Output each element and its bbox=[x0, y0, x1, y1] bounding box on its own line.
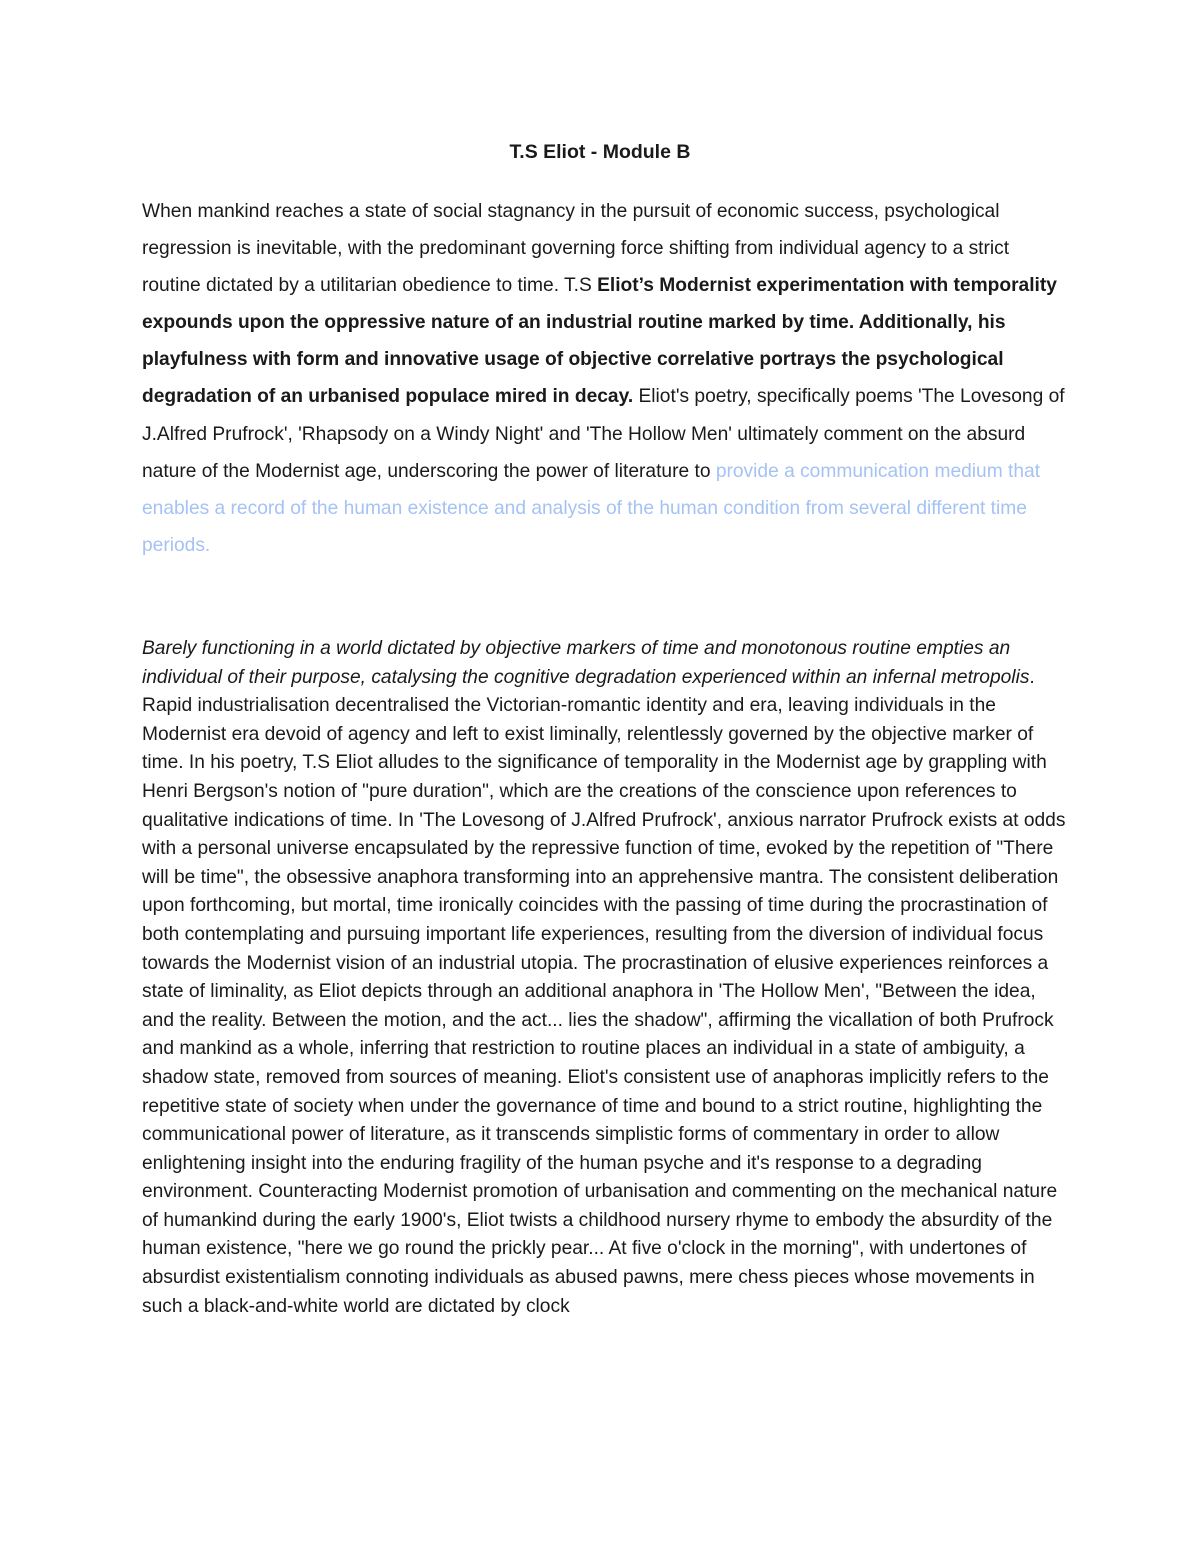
intro-thesis-bold: Eliot’s Modernist experimentation with temporality expounds upon the oppressive nature of an industrial routine marked by time. Additionally, his playfulness with form and innovative usage of objective correlative portrays the psychological degradation of an urbanised populace mired in decay. bbox=[142, 275, 1057, 408]
intro-text-middle: Eliot's poetry, specifically poems 'The Lovesong of J.Alfred Prufrock', 'Rhapsody on a Windy Night' and 'The Hollow Men' ultimately comment on the absurd nature of the Modernist age, underscoring the power of literature to bbox=[142, 386, 1065, 482]
intro-faded-text: provide a communication medium that enables a record of the human existence and analysis of the human condition from several different time periods. bbox=[142, 460, 1041, 556]
introduction-paragraph bbox=[142, 193, 1067, 564]
body-topic-italic: Barely functioning in a world dictated by objective markers of time and monotonous routine empties an individual of their purpose, catalysing the cognitive degradation experienced within an infernal metropolis bbox=[142, 638, 1030, 688]
body-text: . Rapid industrialisation decentralised the Victorian-romantic identity and era, leaving individuals in the Modernist era devoid of agency and left to exist liminally, relentlessly governed by the objective marker of time. In his poetry, T.S Eliot alludes to the significance of temporality in the Modernist age by grappling with Henri Bergson's notion of "pure duration", which are the creations of the conscience upon references to qualitative indications of time. In 'The Lovesong of J.Alfred Prufrock', anxious narrator Prufrock exists at odds with a personal universe encapsulated by the repressive function of time, evoked by the repetition of "There will be time", the obsessive anaphora transforming into an apprehensive mantra. The consistent deliberation upon forthcoming, but mortal, time ironically coincides with the passing of time during the procrastination of both contemplating and pursuing important life experiences, resulting from the diversion of individual focus towards the Modernist vision of an industrial utopia. The procrastination of elusive experiences reinforces a state of liminality, as Eliot depicts through an additional anaphora in 'The Hollow Men', "Between the idea, and the reality. Between the motion, and the act... lies the shadow", affirming the vicallation of both Prufrock and mankind as a whole, inferring that restriction to routine places an individual in a state of ambiguity, a shadow state, removed from sources of meaning. Eliot's consistent use of anaphoras implicitly refers to the repetitive state of society when under the governance of time and bound to a strict routine, highlighting the communicational power of literature, as it transcends simplistic forms of commentary in order to allow enlightening insight into the enduring fragility of the human psyche and it's response to a degrading environment. Counteracting Modernist promotion of urbanisation and commenting on the mechanical nature of humankind during the early 1900's, Eliot twists a childhood nursery rhyme to embody the absurdity of the human existence, "here we go round the prickly pear... At five o'clock in the morning", with undertones of absurdist existentialism connoting individuals as abused pawns, mere chess pieces whose movements in such a black-and-white world are dictated by clock bbox=[142, 666, 1066, 1317]
document-title: T.S Eliot - Module B bbox=[509, 141, 691, 163]
body-paragraph bbox=[142, 635, 1067, 1321]
intro-text-start: When mankind reaches a state of social stagnancy in the pursuit of economic success, psychological regression is inevitable, with the predominant governing force shifting from individual agency to a strict routine dictated by a utilitarian obedience to time. T.S bbox=[142, 201, 1010, 297]
